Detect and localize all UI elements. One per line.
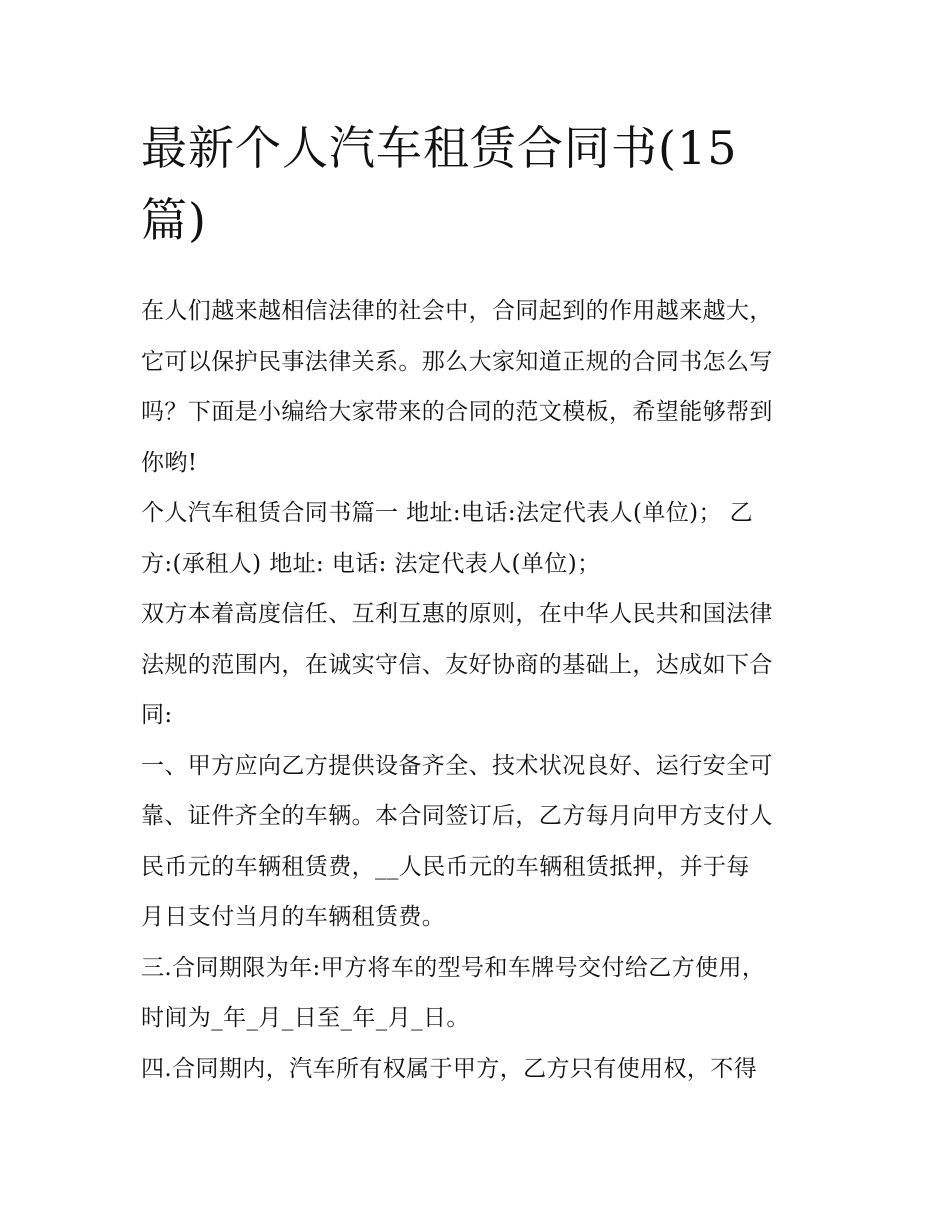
- text-line: 你哟!: [141, 449, 198, 476]
- paragraph-clause-1: [141, 741, 821, 943]
- paragraph-parties: [141, 488, 821, 589]
- text-line: 它可以保护民事法律关系。那么大家知道正规的合同书怎么写: [141, 348, 773, 375]
- title-line-1: 最新个人汽车租赁合同书(15: [141, 121, 738, 175]
- document-body: [141, 286, 821, 1094]
- text-line: 三.合同期限为年:甲方将车的型号和车牌号交付给乙方使用，: [141, 954, 766, 981]
- title-line-2: 篇): [141, 193, 207, 247]
- text-line: 个人汽车租赁合同书篇一 地址:电话:法定代表人(单位)； 乙: [141, 500, 754, 526]
- text-line: 吗？下面是小编给大家带来的合同的范文模板，希望能够帮到: [141, 399, 773, 425]
- paragraph-principles: [141, 589, 821, 741]
- text-line: 一、甲方应向乙方提供设备齐全、技术状况良好、运行安全可: [141, 752, 773, 779]
- text-line: 方:(承租人) 地址: 电话: 法定代表人(单位)；: [141, 550, 601, 577]
- text-line: 四.合同期内，汽车所有权属于甲方，乙方只有使用权，不得: [141, 1055, 758, 1082]
- text-line: 同:: [141, 702, 173, 728]
- paragraph-intro: [141, 286, 821, 488]
- text-line: 时间为_年_月_日至_年_月_日。: [141, 1005, 470, 1031]
- text-line: 月日支付当月的车辆租赁费。: [141, 904, 446, 930]
- text-line: 双方本着高度信任、互利互惠的原则，在中华人民共和国法律: [141, 601, 773, 627]
- paragraph-clause-4: [141, 1044, 821, 1095]
- text-line: 民币元的车辆租赁费，__人民币元的车辆租赁抵押，并于每: [141, 853, 750, 880]
- text-line: 在人们越来越相信法律的社会中，合同起到的作用越来越大，: [141, 298, 773, 324]
- paragraph-clause-3: [141, 943, 821, 1044]
- text-line: 法规的范围内，在诚实守信、友好协商的基础上，达成如下合: [141, 651, 773, 678]
- document-page: [141, 112, 821, 1094]
- document-title: [141, 112, 821, 256]
- text-line: 靠、证件齐全的车辆。本合同签订后，乙方每月向甲方支付人: [141, 803, 773, 829]
